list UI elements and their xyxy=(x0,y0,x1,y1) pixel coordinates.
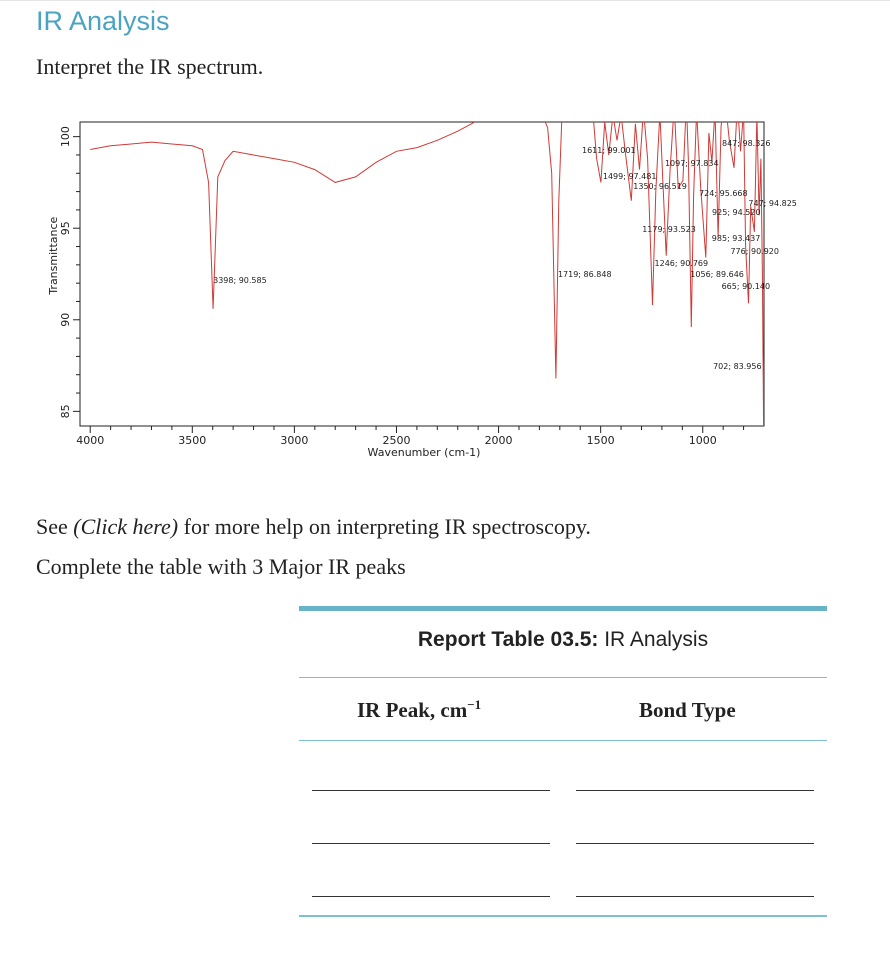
bond-type-input-3[interactable] xyxy=(576,896,814,897)
col-ir-peak-unit: −1 xyxy=(467,697,482,712)
col-bond-type: Bond Type xyxy=(639,698,736,722)
bond-type-input-2[interactable] xyxy=(576,843,814,844)
instruction-text: Complete the table with 3 Major IR peaks xyxy=(36,554,406,579)
peak-label: 724; 95.668 xyxy=(699,188,748,198)
y-tick-label: 85 xyxy=(59,404,72,419)
peak-label: 1246; 90.769 xyxy=(654,258,709,268)
plot-frame xyxy=(80,122,764,426)
peak-label: 847; 98.326 xyxy=(721,138,771,148)
peak-label: 1097; 97.834 xyxy=(664,158,719,168)
help-suffix: for more help on interpreting IR spectroscopy. xyxy=(178,514,591,539)
table-caption xyxy=(299,611,827,678)
table-header xyxy=(299,678,827,741)
report-table xyxy=(299,606,827,741)
x-tick-label: 1500 xyxy=(586,434,615,447)
x-tick-label: 3000 xyxy=(280,434,309,447)
ir-spectrum-chart xyxy=(0,110,890,480)
peak-label: 1350; 96.519 xyxy=(633,181,687,191)
ir-peak-input-1[interactable] xyxy=(312,790,550,791)
peak-label: 665; 90.140 xyxy=(721,281,771,291)
x-tick-label: 3500 xyxy=(178,434,207,447)
table-bottom-rule xyxy=(299,915,827,917)
click-here-link[interactable]: (Click here) xyxy=(73,514,179,539)
peak-label: 776; 90.920 xyxy=(730,246,779,256)
col-ir-peak-label: IR Peak, cm xyxy=(357,698,468,722)
x-tick-label: 4000 xyxy=(76,434,105,447)
peak-label: 747; 94.825 xyxy=(748,198,797,208)
x-tick-label: 2000 xyxy=(484,434,513,447)
page-title: IR Analysis xyxy=(36,6,170,36)
peak-label: 1499; 97.481 xyxy=(602,171,657,181)
col-ir-peak xyxy=(357,697,481,723)
peak-label: 3398; 90.585 xyxy=(213,275,267,285)
x-axis-title: Wavenumber (cm-1) xyxy=(367,446,481,459)
caption-title: IR Analysis xyxy=(598,628,709,651)
peak-label: 702; 83.956 xyxy=(713,361,762,371)
bond-type-input-1[interactable] xyxy=(576,790,814,791)
ir-peak-input-3[interactable] xyxy=(312,896,550,897)
peak-label: 985; 93.437 xyxy=(711,233,761,243)
y-tick-label: 100 xyxy=(59,126,72,148)
caption-label: Report Table 03.5: xyxy=(417,628,599,651)
peak-label: 1719; 86.848 xyxy=(557,269,612,279)
ir-spectrum-svg xyxy=(0,110,890,480)
y-tick-label: 90 xyxy=(59,312,72,327)
help-prefix: See xyxy=(36,514,74,539)
peak-label: 1611; 99.001 xyxy=(581,145,636,155)
question-prompt: Interpret the IR spectrum. xyxy=(36,54,264,79)
x-tick-label: 2500 xyxy=(382,434,411,447)
ir-peak-input-2[interactable] xyxy=(312,843,550,844)
peak-label: 1056; 89.646 xyxy=(690,269,744,279)
help-text xyxy=(36,514,591,540)
y-axis-title: Transmittance xyxy=(47,216,60,295)
top-divider xyxy=(0,0,890,1)
peak-label: 925; 94.520 xyxy=(712,207,761,217)
y-tick-label: 95 xyxy=(59,221,72,236)
x-tick-label: 1000 xyxy=(688,434,717,447)
peak-label: 1179; 93.523 xyxy=(642,224,696,234)
